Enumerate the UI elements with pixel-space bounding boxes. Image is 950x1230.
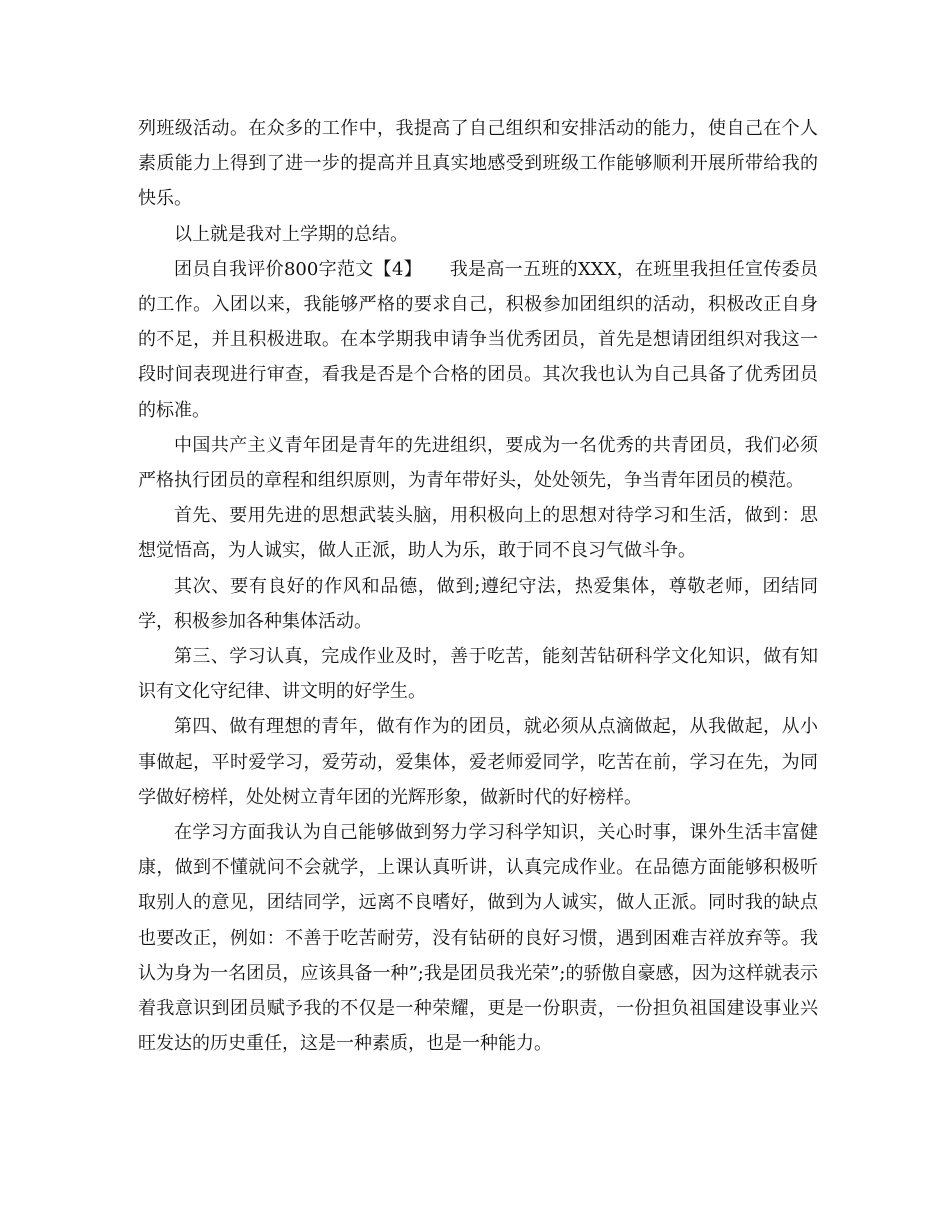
- paragraph: 其次、要有良好的作风和品德，做到;遵纪守法，热爱集体，尊敬老师，团结同学，积极参加各种集体活动。: [138, 575, 818, 632]
- paragraph: 在学习方面我认为自己能够做到努力学习科学知识，关心时事，课外生活丰富健康，做到不懂就问不会就学，上课认真听讲，认真完成作业。在品德方面能够积极听取别人的意见，团结同学，远离不良嗜好，做到为人诚实，做人正派。同时我的缺点也要改正，例如：不善于吃苦耐劳，没有钻研的良好习惯，遇到困难吉祥放弃等。我认为身为一名团员，应该具备一种”;我是团员我光荣”;的骄傲自豪感，因为这样就表示着我意识到团员赋予我的不仅是一种荣耀，更是一份职责，一份担负祖国建设事业兴旺发达的历史重任，这是一种素质，也是一种能力。: [138, 822, 818, 1055]
- paragraph: 团员自我评价800字范文【4】 我是高一五班的XXX，在班里我担任宣传委员的工作。入团以来，我能够严格的要求自己，积极参加团组织的活动，积极改正自身的不足，并且积极进取。在本学期我申请争当优秀团员，首先是想请团组织对我这一段时间表现进行审查，看我是否是个合格的团员。其次我也认为自己具备了优秀团员的标准。: [138, 258, 818, 421]
- paragraph: 第四、做有理想的青年，做有作为的团员，就必须从点滴做起，从我做起，从小事做起，平时爱学习，爱劳动，爱集体，爱老师爱同学，吃苦在前，学习在先，为同学做好榜样，处处树立青年团的光辉形象，做新时代的好榜样。: [138, 716, 818, 808]
- paragraph: 第三、学习认真，完成作业及时，善于吃苦，能刻苦钻研科学文化知识，做有知识有文化守纪律、讲文明的好学生。: [138, 646, 818, 703]
- document-body: [138, 111, 818, 1061]
- paragraph: 中国共产主义青年团是青年的先进组织，要成为一名优秀的共青团员，我们必须严格执行团员的章程和组织原则，为青年带好头，处处领先，争当青年团员的模范。: [138, 434, 818, 492]
- paragraph: 首先、要用先进的思想武装头脑，用积极向上的思想对待学习和生活，做到：思想觉悟高，为人诚实，做人正派，助人为乐，敢于同不良习气做斗争。: [138, 505, 818, 562]
- paragraph: 列班级活动。在众多的工作中，我提高了自己组织和安排活动的能力，使自己在个人素质能力上得到了进一步的提高并且真实地感受到班级工作能够顺利开展所带给我的快乐。: [138, 118, 818, 210]
- paragraph: 以上就是我对上学期的总结。: [174, 223, 408, 245]
